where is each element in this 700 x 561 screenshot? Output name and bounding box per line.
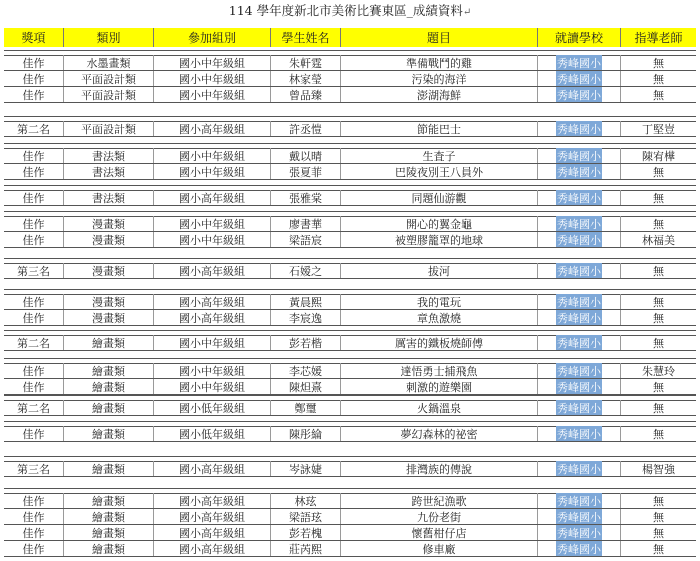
student-cell: 林家瑩 <box>270 71 340 86</box>
title-text: 114 學年度新北市美術比賽東區_成績資料 <box>228 3 463 18</box>
teacher-cell: 無 <box>620 216 696 231</box>
table-row <box>4 509 696 525</box>
category-cell: 漫畫類 <box>63 216 153 231</box>
school-cell <box>537 310 620 325</box>
teacher-cell: 無 <box>620 509 696 524</box>
category-cell: 書法類 <box>63 164 153 179</box>
school-cell <box>537 216 620 231</box>
topic-cell: 排灣族的傳說 <box>340 461 537 476</box>
award-cell: 佳作 <box>22 165 45 179</box>
award-cell: 佳作 <box>22 494 45 508</box>
division-cell: 國小中年級組 <box>153 379 270 394</box>
table-row <box>4 461 696 477</box>
teacher-cell: 無 <box>620 55 696 70</box>
table-row <box>4 310 696 326</box>
division-cell: 國小中年級組 <box>153 55 270 70</box>
award-cell: 佳作 <box>22 295 45 309</box>
award-cell: 佳作 <box>22 364 45 378</box>
teacher-cell: 無 <box>620 493 696 508</box>
student-cell: 鄭璽 <box>270 400 340 415</box>
student-cell: 彭若槐 <box>270 525 340 540</box>
award-cell: 佳作 <box>22 191 45 205</box>
table-row <box>4 87 696 103</box>
table-row <box>4 379 696 395</box>
division-cell: 國小高年級組 <box>153 263 270 278</box>
division-cell: 國小中年級組 <box>153 216 270 231</box>
header-category: 類別 <box>63 28 153 47</box>
header-topic: 題目 <box>340 28 537 47</box>
header-student: 學生姓名 <box>270 28 340 47</box>
topic-cell: 厲害的鐵板燒師傅 <box>340 335 537 350</box>
teacher-cell: 無 <box>620 525 696 540</box>
school-highlight: 秀峰國小 <box>557 88 601 102</box>
student-cell: 張夏菲 <box>270 164 340 179</box>
school-cell <box>537 525 620 540</box>
school-highlight: 秀峰國小 <box>557 233 601 247</box>
teacher-cell: 朱慧玲 <box>620 363 696 378</box>
award-cell: 佳作 <box>22 380 45 394</box>
topic-cell: 火鍋溫泉 <box>340 400 537 415</box>
student-cell: 李宸逸 <box>270 310 340 325</box>
school-cell <box>537 493 620 508</box>
student-cell: 朱軒霆 <box>270 55 340 70</box>
school-cell <box>537 379 620 394</box>
school-highlight: 秀峰國小 <box>557 380 601 394</box>
category-cell: 繪畫類 <box>63 461 153 476</box>
teacher-cell: 無 <box>620 379 696 394</box>
school-cell <box>537 190 620 205</box>
student-cell: 廖書華 <box>270 216 340 231</box>
division-cell: 國小低年級組 <box>153 400 270 415</box>
school-highlight: 秀峰國小 <box>557 526 601 540</box>
school-cell <box>537 461 620 476</box>
topic-cell: 跨世紀漁歌 <box>340 493 537 508</box>
teacher-cell: 無 <box>620 87 696 102</box>
teacher-cell: 林福美 <box>620 232 696 247</box>
school-highlight: 秀峰國小 <box>557 217 601 231</box>
category-cell: 漫畫類 <box>63 263 153 278</box>
teacher-cell: 無 <box>620 400 696 415</box>
student-cell: 陳炟熹 <box>270 379 340 394</box>
award-cell: 第三名 <box>17 462 50 476</box>
topic-cell: 準備戰鬥的雞 <box>340 55 537 70</box>
table-row <box>4 400 696 416</box>
category-cell: 繪畫類 <box>63 400 153 415</box>
award-cell: 佳作 <box>22 233 45 247</box>
school-highlight: 秀峰國小 <box>557 56 601 70</box>
topic-cell: 拔河 <box>340 263 537 278</box>
award-cell: 佳作 <box>22 427 45 441</box>
award-cell: 佳作 <box>22 311 45 325</box>
teacher-cell: 丁堅豈 <box>620 121 696 136</box>
category-cell: 繪畫類 <box>63 335 153 350</box>
division-cell: 國小中年級組 <box>153 335 270 350</box>
school-cell <box>537 148 620 163</box>
student-cell: 陳彤綸 <box>270 426 340 441</box>
school-highlight: 秀峰國小 <box>557 149 601 163</box>
award-cell: 佳作 <box>22 526 45 540</box>
division-cell: 國小中年級組 <box>153 148 270 163</box>
school-cell <box>537 400 620 415</box>
division-cell: 國小低年級組 <box>153 426 270 441</box>
category-cell: 書法類 <box>63 148 153 163</box>
topic-cell: 懷舊柑仔店 <box>340 525 537 540</box>
award-cell: 第二名 <box>17 336 50 350</box>
division-cell: 國小高年級組 <box>153 190 270 205</box>
school-cell <box>537 87 620 102</box>
table-row <box>4 216 696 232</box>
category-cell: 漫畫類 <box>63 294 153 309</box>
teacher-cell: 陳宥樺 <box>620 148 696 163</box>
student-cell: 曾品臻 <box>270 87 340 102</box>
school-highlight: 秀峰國小 <box>557 462 601 476</box>
school-highlight: 秀峰國小 <box>557 542 601 556</box>
category-cell: 漫畫類 <box>63 310 153 325</box>
table-row <box>4 164 696 180</box>
division-cell: 國小高年級組 <box>153 541 270 556</box>
school-cell <box>537 164 620 179</box>
topic-cell: 章魚激燒 <box>340 310 537 325</box>
school-highlight: 秀峰國小 <box>557 510 601 524</box>
school-highlight: 秀峰國小 <box>557 191 601 205</box>
table-row <box>4 190 696 206</box>
student-cell: 梁語宸 <box>270 232 340 247</box>
school-highlight: 秀峰國小 <box>557 364 601 378</box>
category-cell: 平面設計類 <box>63 121 153 136</box>
topic-cell: 修車廠 <box>340 541 537 556</box>
header-award: 獎項 <box>21 31 46 45</box>
school-highlight: 秀峰國小 <box>557 295 601 309</box>
teacher-cell: 無 <box>620 164 696 179</box>
division-cell: 國小中年級組 <box>153 71 270 86</box>
division-cell: 國小中年級組 <box>153 232 270 247</box>
school-cell <box>537 426 620 441</box>
school-cell <box>537 232 620 247</box>
division-cell: 國小中年級組 <box>153 87 270 102</box>
topic-cell: 達悟勇士捕飛魚 <box>340 363 537 378</box>
topic-cell: 污染的海洋 <box>340 71 537 86</box>
topic-cell: 我的電玩 <box>340 294 537 309</box>
student-cell: 許丞愷 <box>270 121 340 136</box>
teacher-cell: 無 <box>620 190 696 205</box>
school-highlight: 秀峰國小 <box>557 165 601 179</box>
category-cell: 繪畫類 <box>63 541 153 556</box>
school-cell <box>537 363 620 378</box>
student-cell: 李芯媛 <box>270 363 340 378</box>
teacher-cell: 無 <box>620 294 696 309</box>
teacher-cell: 無 <box>620 263 696 278</box>
teacher-cell: 無 <box>620 541 696 556</box>
topic-cell: 被塑膠籠罩的地球 <box>340 232 537 247</box>
award-cell: 第三名 <box>17 264 50 278</box>
division-cell: 國小高年級組 <box>153 294 270 309</box>
category-cell: 繪畫類 <box>63 363 153 378</box>
school-cell <box>537 541 620 556</box>
school-highlight: 秀峰國小 <box>557 311 601 325</box>
table-row <box>4 232 696 248</box>
header-teacher: 指導老師 <box>620 28 696 47</box>
table-row <box>4 426 696 442</box>
school-highlight: 秀峰國小 <box>557 401 601 415</box>
category-cell: 繪畫類 <box>63 493 153 508</box>
topic-cell: 刺激的遊樂園 <box>340 379 537 394</box>
table-row <box>4 263 696 279</box>
school-cell <box>537 294 620 309</box>
teacher-cell: 無 <box>620 426 696 441</box>
student-cell: 石嫒之 <box>270 263 340 278</box>
category-cell: 水墨畫類 <box>63 55 153 70</box>
table-row <box>4 335 696 351</box>
header-division: 參加組別 <box>153 28 270 47</box>
category-cell: 繪畫類 <box>63 525 153 540</box>
division-cell: 國小高年級組 <box>153 525 270 540</box>
table-header-row <box>4 28 696 47</box>
table-row <box>4 55 696 71</box>
school-cell <box>537 263 620 278</box>
teacher-cell: 無 <box>620 71 696 86</box>
division-cell: 國小高年級組 <box>153 493 270 508</box>
division-cell: 國小高年級組 <box>153 509 270 524</box>
table-row <box>4 294 696 310</box>
school-cell <box>537 71 620 86</box>
school-highlight: 秀峰國小 <box>557 122 601 136</box>
award-cell: 佳作 <box>22 217 45 231</box>
table-row <box>4 363 696 379</box>
topic-cell: 開心的翼金龜 <box>340 216 537 231</box>
table-row <box>4 541 696 557</box>
topic-cell: 澎湖海鮮 <box>340 87 537 102</box>
teacher-cell: 無 <box>620 310 696 325</box>
school-highlight: 秀峰國小 <box>557 264 601 278</box>
topic-cell: 夢幻森林的祕密 <box>340 426 537 441</box>
school-cell <box>537 121 620 136</box>
table-row <box>4 148 696 164</box>
header-school: 就讀學校 <box>537 28 620 47</box>
division-cell: 國小高年級組 <box>153 310 270 325</box>
teacher-cell: 無 <box>620 335 696 350</box>
award-cell: 佳作 <box>22 72 45 86</box>
student-cell: 林玹 <box>270 493 340 508</box>
award-cell: 第二名 <box>17 122 50 136</box>
topic-cell: 巴陵夜別王八員外 <box>340 164 537 179</box>
category-cell: 書法類 <box>63 190 153 205</box>
school-cell <box>537 335 620 350</box>
table-row <box>4 71 696 87</box>
category-cell: 繪畫類 <box>63 379 153 394</box>
school-highlight: 秀峰國小 <box>557 427 601 441</box>
award-cell: 佳作 <box>22 56 45 70</box>
student-cell: 岑詠婕 <box>270 461 340 476</box>
category-cell: 漫畫類 <box>63 232 153 247</box>
table-row <box>4 121 696 137</box>
school-highlight: 秀峰國小 <box>557 336 601 350</box>
school-highlight: 秀峰國小 <box>557 72 601 86</box>
school-cell <box>537 55 620 70</box>
award-cell: 佳作 <box>22 510 45 524</box>
category-cell: 平面設計類 <box>63 71 153 86</box>
student-cell: 黃晨熙 <box>270 294 340 309</box>
school-cell <box>537 509 620 524</box>
paragraph-mark: ↵ <box>462 7 472 18</box>
student-cell: 莊芮熙 <box>270 541 340 556</box>
award-cell: 佳作 <box>22 88 45 102</box>
school-highlight: 秀峰國小 <box>557 494 601 508</box>
student-cell: 張雅棠 <box>270 190 340 205</box>
table-row <box>4 525 696 541</box>
award-cell: 佳作 <box>22 149 45 163</box>
teacher-cell: 楊智強 <box>620 461 696 476</box>
student-cell: 彭若楷 <box>270 335 340 350</box>
category-cell: 繪畫類 <box>63 509 153 524</box>
topic-cell: 節能巴士 <box>340 121 537 136</box>
award-cell: 佳作 <box>22 542 45 556</box>
division-cell: 國小高年級組 <box>153 461 270 476</box>
division-cell: 國小中年級組 <box>153 363 270 378</box>
student-cell: 戴以晴 <box>270 148 340 163</box>
award-cell: 第二名 <box>17 401 50 415</box>
topic-cell: 同題仙游觀 <box>340 190 537 205</box>
category-cell: 繪畫類 <box>63 426 153 441</box>
category-cell: 平面設計類 <box>63 87 153 102</box>
topic-cell: 生査子 <box>340 148 537 163</box>
table-row <box>4 493 696 509</box>
student-cell: 梁語玹 <box>270 509 340 524</box>
division-cell: 國小中年級組 <box>153 164 270 179</box>
division-cell: 國小高年級組 <box>153 121 270 136</box>
topic-cell: 九份老街 <box>340 509 537 524</box>
